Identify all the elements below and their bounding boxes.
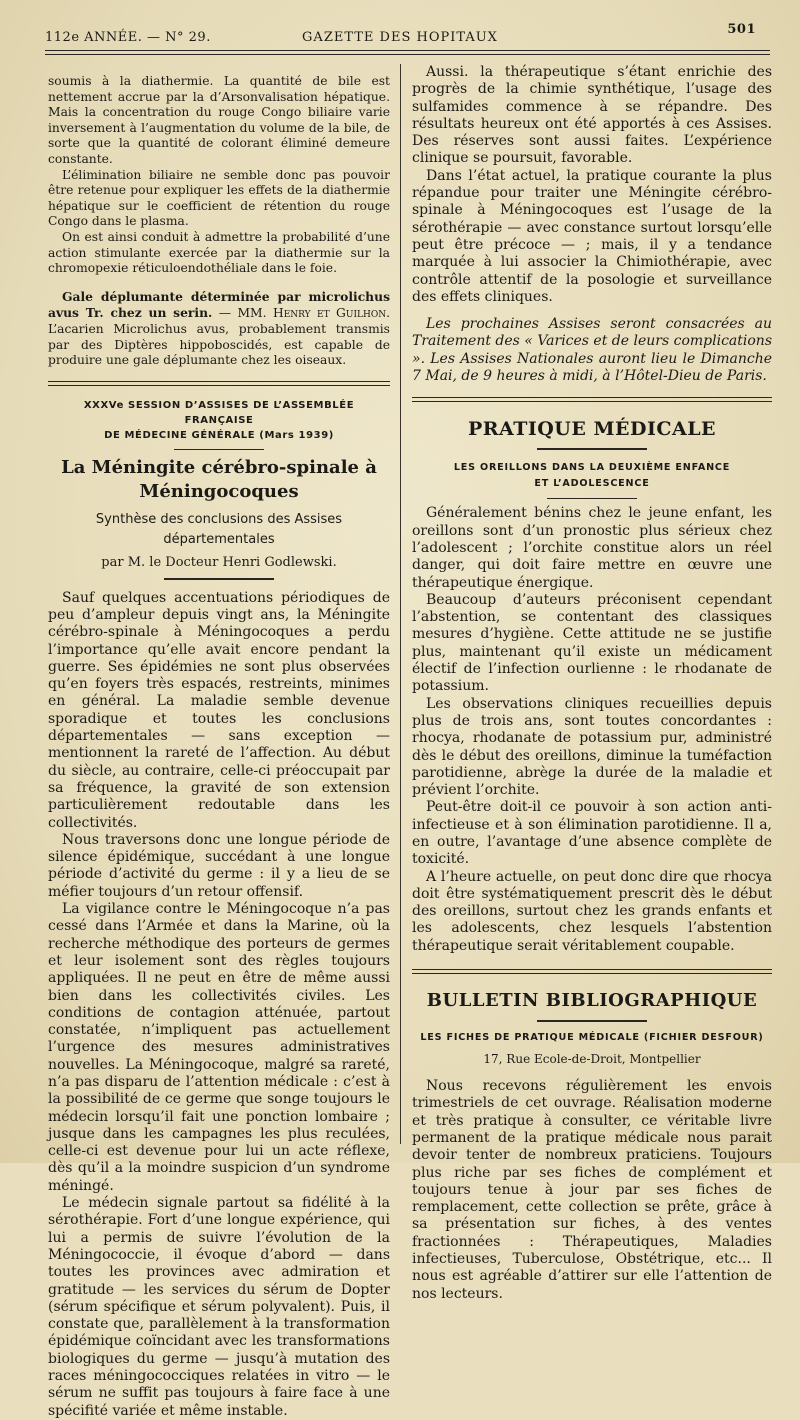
issue-label: 112e ANNÉE. — N° 29. (45, 30, 211, 45)
oreillons-head-2: ET L’ADOLESCENCE (534, 478, 650, 490)
paragraph: Généralement bénins chez le jeune enfant, les oreillons sont d’un pronostic plus sérieux chez l’adolescent ; l’orchite constitue alors un réel danger, qui doit faire mettre en œuvre une thérapeutique énergique. (412, 505, 772, 591)
diathermie-text (48, 74, 390, 277)
fiches-head: LES FICHES DE PRATIQUE MÉDICALE (FICHIER DESFOUR) (420, 1032, 764, 1044)
header-rule (45, 50, 770, 55)
paragraph: Le médecin signale partout sa fidélité à la sérothérapie. Fort d’une longue expérience, qui lui a permis de suivre l’évolution de la Méningococcie, il évoque d’abord — dans toutes les provinces avec admiration et gratitude — les services du sérum de Dopter (sérum spécifique et sérum polyvalent). Puis, il constate que, parallèlement à la transformation épidémique coïncidant avec les transformations biologiques du germe — jusqu’à mutation des races méningococciques relatées in vitro — le sérum ne suffit pas toujours à faire face à une spécifité variée et même instable. (48, 1195, 390, 1419)
paragraph: Dans l’état actuel, la pratique courante la plus répandue pour traiter une Méningite cérébro-spinale à Méningocoques est l’usage de la sérothérapie — avec constance surtout lorsqu’elle peut être précoce — ; mais, il y a tendance marquée à lui associer la Chimiothérapie, avec contrôle attentif de la posologie et surveillance des effets cliniques. (412, 167, 772, 305)
paragraph: Nous recevons régulièrement les envois trimestriels de cet ouvrage. Réalisation moderne et très pratique à consulter, ce véritable livre permanent de la pratique médicale nous parait devoir tenter de nombreux praticiens. Toujours plus riche par ses fiches de complément et toujours tenue à jour par ses fiches de remplacement, cette collection se prête, grâce à sa présentation sur fiches, à des ventes fractionnées : Thérapeutiques, Maladies infectieuses, Tuberculose, Obstétrique, etc... Il nous est agréable d’attirer sur elle l’attention de nos lecteurs. (412, 1078, 772, 1302)
article-body (48, 590, 390, 1420)
paragraph: soumis à la diathermie. La quantité de bile est nettement accrue par la d’Arsonvalisation hépatique. Mais la concentration du rouge Congo biliaire varie inversement à l’augmentation du volume de la bile, de sorte que la quantité de colorant éliminé demeure constante. (48, 74, 390, 166)
short-rule (174, 449, 264, 450)
pratique-title: PRATIQUE MÉDICALE (467, 418, 717, 441)
announcement-text: Les prochaines Assises seront consacrées au Traitement des « Varices et de leurs complications ». Les Assises Nationales auront lieu le Dimanche 7 Mai, de 9 heures à midi, à l’Hôtel-Dieu de Paris. (412, 316, 772, 385)
note-authors: — MM. Henry et Guilhon. (212, 306, 390, 321)
left-column (48, 74, 390, 1420)
oreillons-head-1: LES OREILLONS DANS LA DEUXIÈME ENFANCE (453, 462, 731, 474)
column-divider (400, 64, 401, 1144)
page-number: 501 (727, 22, 756, 37)
right-column (412, 64, 772, 1303)
short-rule (537, 1020, 647, 1022)
section-rule (412, 969, 772, 974)
journal-title: GAZETTE DES HOPITAUX (302, 30, 498, 45)
paragraph: A l’heure actuelle, on peut donc dire que rhocya doit être systématiquement prescrit dès le début des oreillons, surtout chez les grands enfants et les adolescents, chez lesquels l’abstention thérapeutique serait véritablement coupable. (412, 868, 772, 954)
article-subtitle: Synthèse des conclusions des Assises départementales (95, 511, 343, 547)
note-text: L’acarien Microlichus avus, probablement transmis par des Diptères hippoboscidés, est capable de produire une gale déplumante chez les oiseaux. (48, 321, 390, 368)
paragraph: Nous traversons donc une longue période de silence épidémique, succédant à une longue période d’activité du germe : il y a lieu de se méfier toujours d’un retour offensif. (48, 831, 390, 900)
bulletin-title: BULLETIN BIBLIOGRAPHIQUE (426, 990, 758, 1012)
note-title: Gale déplumante déterminée par microlichus avus Tr. chez un serin. (48, 288, 390, 321)
paragraph: Les observations cliniques recueillies depuis plus de trois ans, sont toutes concordantes : rhocya, rhodanate de potassium pur, administré dès le début des oreillons, diminue la tuméfaction parotidienne, abrège la durée de la maladie et prévient l’orchite. (412, 695, 772, 799)
short-rule (164, 578, 274, 580)
paragraph: Peut-être doit-il ce pouvoir à son action anti-infectieuse et à son élimination parotidienne. Il a, en outre, l’avantage d’une absence complète de toxicité. (412, 799, 772, 868)
session-head-2: DE MÉDECINE GÉNÉRALE (Mars 1939) (104, 429, 334, 441)
therapy-text (412, 64, 772, 306)
paragraph: Beaucoup d’auteurs préconisent cependant l’abstention, se contentant des classiques mesures d’hygiène. Cette attitude ne se justifie plus, maintenant qu’il existe un médicament électif de l’infection ourlienne : le rhodanate de potassium. (412, 591, 772, 695)
paragraph: On est ainsi conduit à admettre la probabilité d’une action stimulante exercée par la diathermie sur la chromopexie réticuloendothéliale dans le foie. (48, 229, 390, 276)
section-rule (48, 381, 390, 386)
paragraph: La vigilance contre le Méningocoque n’a pas cessé dans l’Armée et dans la Marine, où la recherche méthodique des porteurs de germes et leur isolement sont des règles toujours appliquées. Il ne peut en être de même aussi bien dans les collectivités civiles. Les conditions de contagion atténuée, partout constatée, n’impliquent pas actuellement l’urgence des mesures administratives nouvelles. La Méningocoque, malgré sa rareté, n’a pas disparu de l’attention médicale : c’est à la possibilité de ce germe que songe toujours le médecin lorsqu’il fait une ponction lombaire ; jusque dans les campagnes les plus reculées, celle-ci est devenue pour lui un acte réflexe, dès qu’il a la moindre suspicion d’un syndrome méningé. (48, 901, 390, 1194)
gale-note (48, 289, 390, 369)
session-head-1: XXXVe SESSION D’ASSISES DE L’ASSEMBLÉE FRANÇAISE (83, 399, 355, 426)
oreillons-body (412, 505, 772, 955)
article-title: La Méningite cérébro-spinale à Méningocoques (61, 456, 377, 502)
byline: par M. le Docteur Henri Godlewski. (101, 554, 337, 570)
short-rule (547, 498, 637, 499)
fiches-body (412, 1078, 772, 1303)
announcement (412, 316, 772, 385)
section-rule (412, 397, 772, 402)
paragraph: Aussi. la thérapeutique s’étant enrichie des progrès de la chimie synthétique, l’usage des sulfamides commence à se répandre. Des résultats heureux ont été apportés à ces Assises. Des réserves sont aussi faites. L’expérience clinique se poursuit, favorable. (412, 64, 772, 167)
paragraph: Sauf quelques accentuations périodiques de peu d’ampleur depuis vingt ans, la Méningite cérébro-spinale à Méningocoques a perdu l’importance qu’elle avait encore pendant la guerre. Ses épidémies ne sont plus observées qu’en foyers très espacés, restreints, minimes en général. La maladie semble devenue sporadique et toutes les conclusions départementales — sans exception — mentionnent la rareté de l’affection. Au début du siècle, au contraire, celle-ci préoccupait par sa fréquence, la gravité de son extension particulièrement redoutable dans les collectivités. (48, 589, 390, 831)
short-rule (537, 448, 647, 450)
paragraph: L’élimination biliaire ne semble donc pas pouvoir être retenue pour expliquer les effets de la diathermie hépatique sur le coefficient de rétention du rouge Congo dans le plasma. (48, 167, 390, 229)
fiches-address: 17, Rue Ecole-de-Droit, Montpellier (483, 1052, 701, 1067)
